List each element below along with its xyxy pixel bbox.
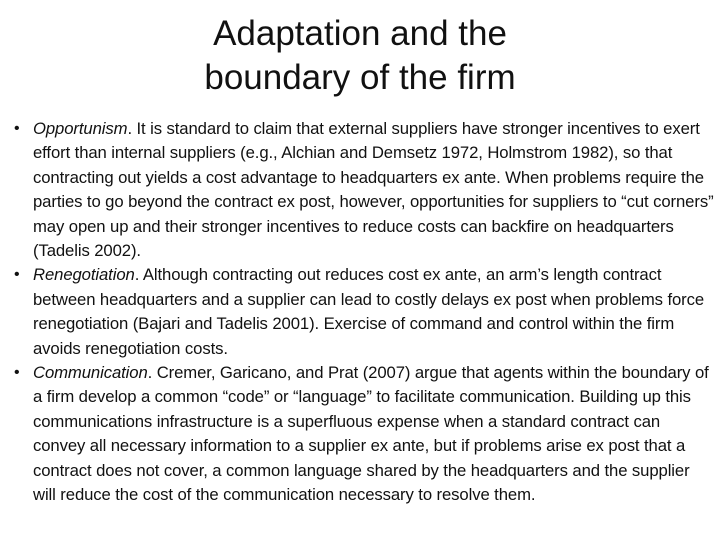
bullet-marker: • [14,120,20,137]
bullet-term: Renegotiation [33,265,135,285]
bullet-text: . Cremer, Garicano, and Prat (2007) argue that agents within the boundary of a firm develop a common “code” or “language” to facilitate communication. Building up this communications infrastructure is a superfluous expense when a standard contract can convey all necessary information to a supplier ex ante, but if problems arise ex post that a contract does not cover, a common language shared by the headquarters and the supplier will reduce the cost of the communication necessary to resolve them. [33,363,709,505]
title-line-2: boundary of the firm [204,58,516,97]
bullet-term: Opportunism [33,119,128,138]
title-line-1: Adaptation and the [213,14,507,53]
bullet-term: Communication [33,363,148,383]
bullet-marker: • [14,266,20,284]
bullet-renegotiation [14,263,714,361]
bullet-opportunism [14,117,714,263]
bullet-marker: • [14,364,20,382]
slide-title [0,12,720,100]
bullet-list [14,117,714,508]
bullet-text: . It is standard to claim that external suppliers have stronger incentives to exert effort than internal suppliers (e.g., Alchian and Demsetz 1972, Holmstrom 1982), so that contracting out yields a cost advantage to headquarters ex ante. When problems require the parties to go beyond the contract ex post, however, opportunities for suppliers to “cut corners” may open up and their stronger incentives to reduce costs can backfire on headquarters (Tadelis 2002). [33,119,714,261]
bullet-communication [14,361,714,507]
bullet-text: . Although contracting out reduces cost ex ante, an arm’s length contract between headquarters and a supplier can lead to costly delays ex post when problems force renegotiation (Bajari and Tadelis 2001). Exercise of command and control within the firm avoids renegotiation costs. [33,265,705,358]
